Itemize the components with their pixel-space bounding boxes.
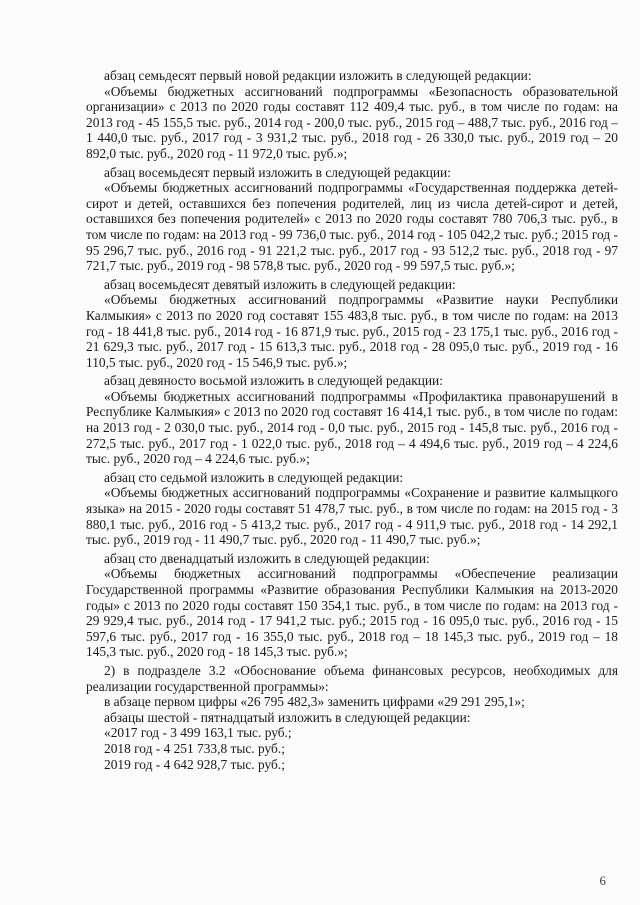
paragraph-replace-figures: в абзаце первом цифры «26 795 482,3» заменить цифрами «29 291 295,1»; bbox=[104, 694, 525, 710]
paragraph-year-line: 2018 год - 4 251 733,8 тыс. руб.; bbox=[104, 740, 285, 756]
paragraph-instruction: абзац сто двенадцатый изложить в следующей редакции: bbox=[104, 550, 430, 566]
paragraph-instruction: абзац девяносто восьмой изложить в следующей редакции: bbox=[104, 373, 443, 389]
paragraph-quote: «Объемы бюджетных ассигнований подпрограммы «Безопасность образовательной организации» с 2013 по 2020 годы составят 112 409,4 тыс. руб., в том числе по годам: на 2013 год - 45 155,5 тыс. руб., 2014 год - 200,0 тыс. руб., 2015 год – 488,7 тыс. руб., 2016 год – 1 440,0 тыс. руб., 2017 год - 3 931,2 тыс. руб., 2018 год - 26 330,0 тыс. руб., 2019 год – 20 892,0 тыс. руб., 2020 год - 11 972,0 тыс. руб.»; bbox=[86, 83, 618, 161]
paragraph-quote: «Объемы бюджетных ассигнований подпрограммы «Обеспечение реализации Государственной программы «Развитие образования Республики Калмыкия на 2013-2020 годы» с 2013 по 2020 годы составят 150 354,1 тыс. руб., в том числе по годам: на 2013 год - 29 929,4 тыс. руб., 2014 год - 17 941,2 тыс. руб.; 2015 год - 16 095,0 тыс. руб., 2016 год - 15 597,6 тыс. руб., 2017 год - 16 355,0 тыс. руб., 2018 год – 18 145,3 тыс. руб., 2019 год – 18 145,3 тыс. руб., 2020 год - 18 145,3 тыс. руб.»; bbox=[86, 566, 618, 660]
page-number: 6 bbox=[599, 873, 606, 888]
paragraph-instruction: абзац сто седьмой изложить в следующей редакции: bbox=[104, 469, 404, 485]
paragraph-instruction: абзац восемьдесят девятый изложить в следующей редакции: bbox=[104, 276, 456, 292]
paragraph-subsection: 2) в подразделе 3.2 «Обоснование объема финансовых ресурсов, необходимых для реализации государственной программы»: bbox=[86, 662, 618, 694]
paragraph-quote: «Объемы бюджетных ассигнований подпрограммы «Государственная поддержка детей-сирот и детей, оставшихся без попечения родителей, лиц из числа детей-сирот и детей, оставшихся без попечения родителей» с 2013 по 2020 годы составят 780 706,3 тыс. руб., в том числе по годам: на 2013 год - 99 736,0 тыс. руб., 2014 год - 105 042,2 тыс. руб.; 2015 год - 95 296,7 тыс. руб., 2016 год - 91 221,2 тыс. руб., 2017 год - 93 512,2 тыс. руб., 2018 год - 97 721,7 тыс. руб., 2019 год - 98 578,8 тыс. руб., 2020 год - 99 597,5 тыс. руб.»; bbox=[86, 180, 618, 274]
paragraph-instruction: абзац семьдесят первый новой редакции изложить в следующей редакции: bbox=[104, 68, 532, 83]
paragraph-quote: «Объемы бюджетных ассигнований подпрограммы «Сохранение и развитие калмыцкого языка» на 2015 - 2020 годы составят 51 478,7 тыс. руб., в том числе по годам: на 2015 год - 3 880,1 тыс. руб., 2016 год - 5 413,2 тыс. руб., 2017 год - 4 911,9 тыс. руб., 2018 год - 14 292,1 тыс. руб., 2019 год - 11 490,7 тыс. руб., 2020 год - 11 490,7 тыс. руб.»; bbox=[86, 485, 618, 548]
paragraph-year-line: 2019 год - 4 642 928,7 тыс. руб.; bbox=[104, 756, 285, 772]
paragraph-instruction: абзац восемьдесят первый изложить в следующей редакции: bbox=[104, 164, 451, 180]
paragraph-instruction: абзацы шестой - пятнадцатый изложить в следующей редакции: bbox=[104, 709, 471, 725]
paragraph-year-line: «2017 год - 3 499 163,1 тыс. руб.; bbox=[104, 725, 292, 741]
paragraph-quote: «Объемы бюджетных ассигнований подпрограммы «Профилактика правонарушений в Республике Калмыкия» с 2013 по 2020 год составят 16 414,1 тыс. руб., в том числе по годам: на 2013 год - 2 030,0 тыс. руб., 2014 год - 0,0 тыс. руб., 2015 год - 145,8 тыс. руб., 2016 год - 272,5 тыс. руб., 2017 год - 1 022,0 тыс. руб., 2018 год – 4 494,6 тыс. руб., 2019 год – 4 224,6 тыс. руб., 2020 год – 4 224,6 тыс. руб.»; bbox=[86, 388, 618, 467]
paragraph-quote: «Объемы бюджетных ассигнований подпрограммы «Развитие науки Республики Калмыкия» с 2013 по 2020 год составят 155 483,8 тыс. руб., в том числе по годам: на 2013 год - 18 441,8 тыс. руб., 2014 год - 16 871,9 тыс. руб., 2015 год - 23 175,1 тыс. руб., 2016 год - 21 629,3 тыс. руб., 2017 год - 15 613,3 тыс. руб., 2018 год - 28 095,0 тыс. руб., 2019 год - 16 110,5 тыс. руб., 2020 год - 15 546,9 тыс. руб.»; bbox=[86, 292, 618, 370]
